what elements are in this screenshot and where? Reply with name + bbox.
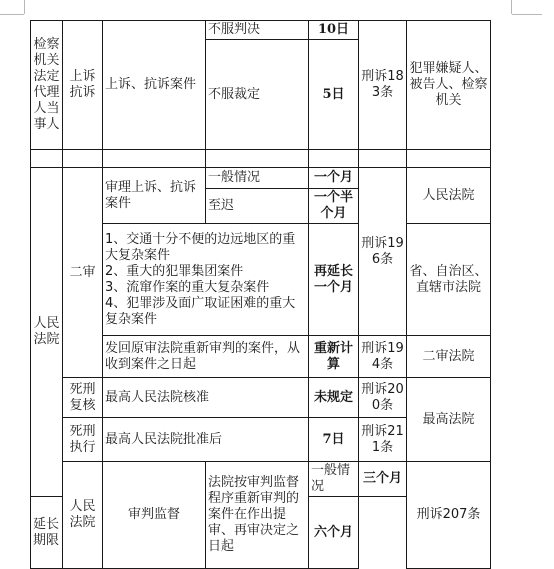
period-cell: 再延长一个月 [309, 224, 359, 336]
subject-cell: 最高人民法院批准后 [103, 418, 309, 462]
period-cell: 一个半个月 [309, 189, 359, 224]
table-row [31, 378, 491, 418]
table-row [31, 21, 491, 40]
page-corner-mark-left-h [0, 14, 24, 15]
basis-cell: 刑诉183条 [359, 21, 407, 150]
actor-cell: 人民法院 [407, 168, 491, 224]
stage-cell: 死刑执行 [63, 418, 103, 462]
period-cell: 六个月 [309, 497, 359, 569]
actor-cell: 二审法院 [407, 336, 491, 378]
stage-cell: 二审 [63, 168, 103, 378]
list-item: 1、交通十分不便的边远地区的重大复杂案件 [105, 231, 296, 263]
period-cell: 10日 [309, 21, 359, 40]
condition-cell: 一般情况 [309, 462, 359, 497]
table-row [31, 462, 491, 497]
period-cell: 5日 [309, 40, 359, 150]
period-cell: 三个月 [359, 462, 407, 497]
basis-cell: 刑诉196条 [359, 168, 407, 336]
page-corner-mark-right-h [512, 14, 542, 15]
deadline-table [30, 20, 491, 569]
table-row [31, 168, 491, 189]
party-cell: 人民法院 [31, 168, 63, 497]
actor-cell: 省、自治区、直辖市法院 [407, 224, 491, 336]
condition-cell: 延长期限 [31, 497, 63, 569]
subject-cell: 审理上诉、抗诉案件 [103, 168, 206, 224]
condition-cell: 不服裁定 [206, 40, 309, 150]
subject-cell: 法院按审判监督程序重新审判的案件在作出提审、再审决定之日起 [206, 462, 309, 569]
stage-cell: 上诉抗诉 [63, 21, 103, 150]
party-cell: 检察机关法定代理人当事人 [31, 21, 63, 150]
party-cell: 人民法院 [63, 462, 103, 569]
basis-cell: 刑诉207条 [407, 462, 491, 569]
basis-cell: 刑诉200条 [359, 378, 407, 418]
page-corner-mark-right-v [511, 0, 512, 14]
actor-cell: 最高法院 [407, 378, 491, 462]
basis-cell: 刑诉211条 [359, 418, 407, 462]
period-cell: 7日 [309, 418, 359, 462]
subject-cell: 最高人民法院核准 [103, 378, 309, 418]
condition-cell: 至迟 [206, 189, 309, 224]
period-cell: 未规定 [309, 378, 359, 418]
period-cell: 一个月 [309, 168, 359, 189]
stage-cell: 审判监督 [103, 462, 206, 569]
period-cell: 重新计算 [309, 336, 359, 378]
list-item: 4、犯罪涉及面广取证困难的重大复杂案件 [105, 295, 296, 327]
condition-cell: 不服判决 [206, 21, 309, 40]
remand-cell: 发回原审法院重新审判的案件，从收到案件之日起 [103, 336, 309, 378]
basis-cell: 刑诉194条 [359, 336, 407, 378]
spacer-row [31, 150, 491, 168]
actor-cell: 犯罪嫌疑人、被告人、检察机关 [407, 21, 491, 150]
stage-cell: 死刑复核 [63, 378, 103, 418]
list-item: 3、流窜作案的重大复杂案件 [105, 279, 270, 295]
page-corner-mark-left-v [24, 0, 25, 14]
condition-cell: 一般情况 [206, 168, 309, 189]
subject-cell: 上诉、抗诉案件 [103, 21, 206, 150]
list-cell [103, 224, 309, 336]
list-item: 2、重大的犯罪集团案件 [105, 263, 244, 279]
